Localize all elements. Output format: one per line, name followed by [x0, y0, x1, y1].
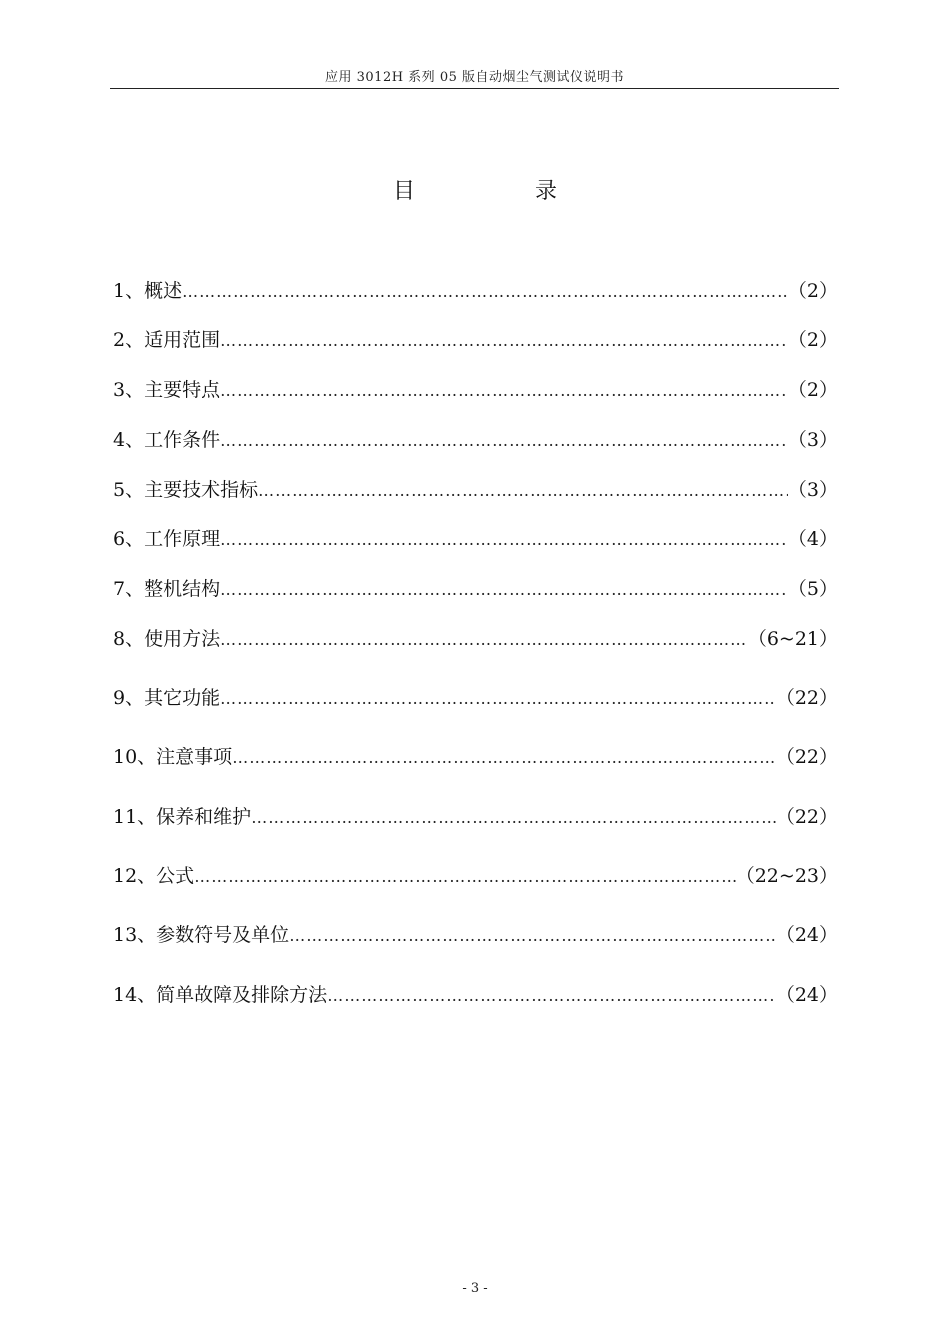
- toc-dot-leader: [232, 748, 776, 768]
- toc-entry-specifications[interactable]: [113, 475, 838, 501]
- running-header: 应用 3012H 系列 05 版自动烟尘气测试仪说明书: [325, 70, 624, 85]
- toc-entry-label: 12、公式: [113, 865, 195, 887]
- toc-dot-leader: [220, 331, 788, 351]
- toc-entry-scope[interactable]: [113, 325, 838, 351]
- toc-entry-page: （2）: [787, 379, 838, 401]
- toc-title: [0, 174, 950, 204]
- header-rule: [110, 88, 839, 89]
- toc-entry-label: 3、主要特点: [113, 379, 221, 401]
- toc-entry-troubleshooting[interactable]: [113, 980, 838, 1006]
- toc-entry-working-principle[interactable]: [113, 524, 838, 550]
- toc-dot-leader: [258, 481, 788, 501]
- toc-entry-page: （4）: [787, 528, 838, 550]
- toc-entry-overview[interactable]: [113, 276, 838, 302]
- toc-entry-maintenance[interactable]: [113, 802, 838, 828]
- toc-entry-label: 9、其它功能: [113, 687, 221, 709]
- toc-entry-label: 7、整机结构: [113, 578, 221, 600]
- toc-entry-label: 10、注意事项: [113, 746, 233, 768]
- toc-entry-page: （22~23）: [735, 865, 838, 887]
- toc-dot-leader: [327, 986, 776, 1006]
- toc-entry-features[interactable]: [113, 375, 838, 401]
- toc-entry-page: （6~21）: [747, 628, 838, 650]
- toc-entry-precautions[interactable]: [113, 742, 838, 768]
- toc-entry-other-functions[interactable]: [113, 683, 838, 709]
- toc-entry-formulas[interactable]: [113, 861, 838, 887]
- toc-dot-leader: [220, 431, 788, 451]
- toc-entry-symbols-units[interactable]: [113, 920, 838, 946]
- toc-entry-structure[interactable]: [113, 574, 838, 600]
- toc-entry-label: 2、适用范围: [113, 329, 221, 351]
- toc-entry-page: （22）: [775, 806, 838, 828]
- toc-dot-leader: [220, 630, 748, 650]
- toc-entry-label: 6、工作原理: [113, 528, 221, 550]
- toc-entry-page: （2）: [787, 280, 838, 302]
- toc-dot-leader: [251, 808, 776, 828]
- toc-entry-usage[interactable]: [113, 624, 838, 650]
- toc-entry-page: （3）: [787, 479, 838, 501]
- toc-entry-label: 5、主要技术指标: [113, 479, 259, 501]
- toc-dot-leader: [220, 381, 788, 401]
- toc-entry-label: 8、使用方法: [113, 628, 221, 650]
- page-number: - 3 -: [462, 1281, 488, 1296]
- toc-dot-leader: [220, 530, 788, 550]
- toc-dot-leader: [220, 580, 788, 600]
- toc-entry-page: （2）: [787, 329, 838, 351]
- toc-title-char-2: 录: [535, 179, 558, 204]
- toc-entry-operating-conditions[interactable]: [113, 425, 838, 451]
- toc-dot-leader: [289, 926, 776, 946]
- toc-entry-label: 13、参数符号及单位: [113, 924, 290, 946]
- toc-entry-label: 4、工作条件: [113, 429, 221, 451]
- toc-entry-page: （24）: [775, 984, 838, 1006]
- toc-dot-leader: [220, 689, 776, 709]
- toc-entry-label: 14、简单故障及排除方法: [113, 984, 328, 1006]
- toc-entry-label: 1、概述: [113, 280, 183, 302]
- toc-title-char-1: 目: [393, 179, 416, 204]
- toc-entry-page: （24）: [775, 924, 838, 946]
- toc-entry-page: （5）: [787, 578, 838, 600]
- toc-entry-page: （22）: [775, 687, 838, 709]
- toc-dot-leader: [182, 282, 788, 302]
- toc-entry-page: （3）: [787, 429, 838, 451]
- toc-entry-page: （22）: [775, 746, 838, 768]
- toc-entry-label: 11、保养和维护: [113, 806, 252, 828]
- toc-dot-leader: [194, 867, 736, 887]
